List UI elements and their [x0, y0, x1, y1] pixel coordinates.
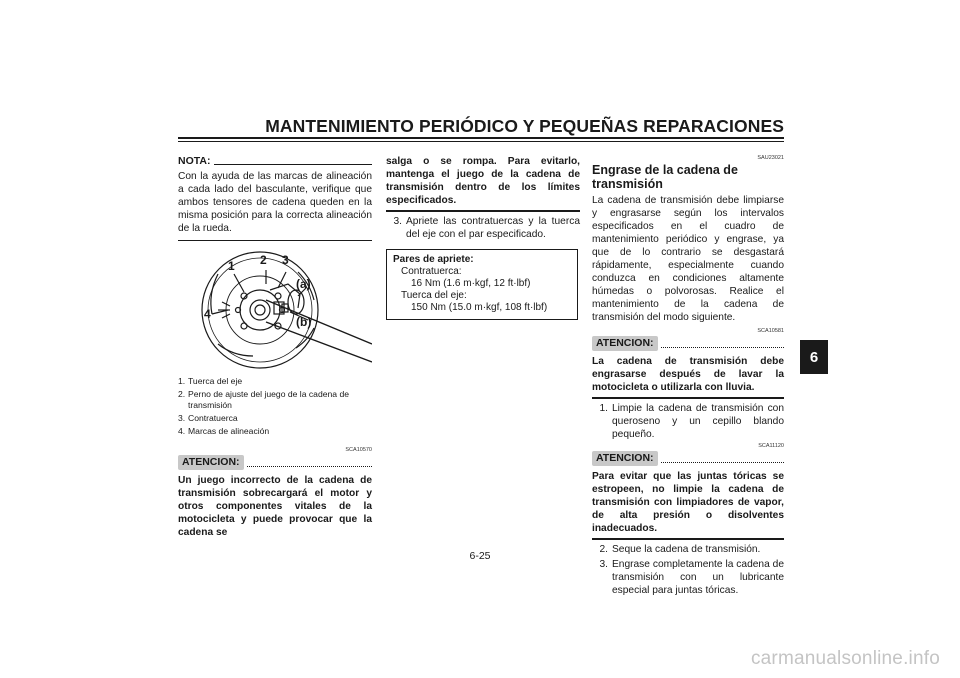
- legend-text: Perno de ajuste del juego de la cadena de transmisión: [188, 389, 350, 410]
- torque-box-title: Pares de apriete:: [393, 254, 474, 265]
- chapter-tab: 6: [800, 340, 828, 374]
- torque-spec-box: [386, 249, 578, 320]
- figure-label-2: 2: [260, 253, 267, 267]
- atencion-line: [661, 462, 784, 463]
- step-text: Apriete las contratuercas y la tuerca del eje con el par especificado.: [406, 216, 580, 240]
- legend-item: [178, 389, 372, 411]
- torque-item-value: 150 Nm (15.0 m·kgf, 108 ft·lbf): [411, 302, 548, 313]
- step-number: 3.: [393, 216, 402, 227]
- legend-num: 2.: [178, 389, 186, 399]
- atencion-end-rule: [592, 397, 784, 399]
- torque-item-value: 16 Nm (1.6 m·kgf, 12 ft·lbf): [411, 278, 531, 289]
- atencion-heading: [592, 451, 784, 466]
- page-number: 6-25: [469, 550, 491, 562]
- atencion-heading: [592, 336, 784, 351]
- nota-line: [214, 164, 372, 165]
- reference-code: SAU23021: [757, 155, 784, 161]
- watermark: carmanualsonline.info: [750, 648, 940, 669]
- page-title: MANTENIMIENTO PERIÓDICO Y PEQUEÑAS REPARACIONES: [265, 116, 784, 136]
- header-rule: [178, 137, 784, 139]
- atencion-end-rule: [592, 538, 784, 540]
- legend-num: 1.: [178, 376, 186, 386]
- figure-label-a: (a): [296, 277, 311, 291]
- torque-item-label: Tuerca del eje:: [401, 290, 467, 301]
- figure-label-3: 3: [282, 253, 289, 267]
- atencion-line: [247, 466, 372, 467]
- step-3: [386, 215, 580, 241]
- legend-text: Marcas de alineación: [188, 426, 270, 436]
- section-title: Engrase de la cadena de transmisión: [592, 163, 738, 191]
- atencion-label: ATENCION:: [592, 451, 658, 466]
- step-text: Limpie la cadena de transmisión con queroseno y un cepillo blando pequeño.: [612, 403, 784, 440]
- legend-item: [178, 376, 372, 387]
- figure-label-4: 4: [204, 307, 211, 321]
- nota-end-rule: [178, 240, 372, 241]
- atencion-label: ATENCION:: [178, 455, 244, 470]
- torque-item-label: Contratuerca:: [401, 266, 462, 277]
- header-rule-thin: [178, 141, 784, 142]
- atencion-line: [661, 347, 784, 348]
- step-number: 1.: [599, 403, 608, 414]
- nota-heading: [178, 155, 372, 168]
- atencion-text-continued: salga o se rompa. Para evitarlo, mantenga el juego de la cadena de transmisión dentro de los límites especificados.: [386, 156, 580, 206]
- nota-label: NOTA:: [178, 155, 211, 167]
- legend-item: [178, 413, 372, 424]
- section-intro: La cadena de transmisión debe limpiarse y engrasarse según los intervalos especificados en el cuadro de mantenimiento periódico y engrase, ya que de lo contrario se desgastará rápidamente, especialmente cuando conduzca en condiciones altamente húmedas o polvorosas. Realice el mantenimiento de la cadena de transmisión del modo siguiente.: [592, 195, 784, 323]
- axle-figure: [178, 244, 372, 374]
- column-right: [592, 155, 784, 597]
- figure-label-b: (b): [296, 315, 312, 329]
- figure-legend: [178, 376, 372, 437]
- legend-text: Tuerca del eje: [188, 376, 243, 386]
- reference-code: SCA10581: [757, 328, 784, 334]
- column-left: [178, 155, 372, 539]
- step-number: 3.: [599, 559, 608, 570]
- step-1: [592, 402, 784, 441]
- atencion-text: Para evitar que las juntas tóricas se estropeen, no limpie la cadena de transmisión con limpiadores de vapor, de alta presión o disolventes inadecuados.: [592, 471, 784, 534]
- atencion-text: Un juego incorrecto de la cadena de transmisión sobrecargará el motor y otros componentes vitales de la motocicleta y puede provocar que la cadena se: [178, 475, 372, 538]
- legend-num: 4.: [178, 426, 186, 436]
- atencion-heading: [178, 455, 372, 470]
- step-number: 2.: [599, 544, 608, 555]
- step-text: Engrase completamente la cadena de transmisión con un lubricante especial para juntas tóricas.: [612, 559, 784, 596]
- reference-code: SCA11120: [758, 443, 784, 449]
- legend-item: [178, 426, 372, 437]
- legend-num: 3.: [178, 413, 186, 423]
- figure-label-1: 1: [228, 259, 235, 273]
- atencion-end-rule: [386, 210, 580, 212]
- reference-code: SCA10570: [345, 447, 372, 453]
- legend-text: Contratuerca: [188, 413, 238, 423]
- nota-text: Con la ayuda de las marcas de alineación a cada lado del basculante, verifique que ambos tensores de cadena queden en la misma posición para la correcta alineación de la rueda.: [178, 171, 372, 234]
- column-middle: [386, 155, 580, 320]
- step-text: Seque la cadena de transmisión.: [612, 544, 761, 555]
- atencion-text: La cadena de transmisión debe engrasarse después de lavar la motocicleta o utilizarla con lluvia.: [592, 356, 784, 393]
- step-3: [592, 558, 784, 597]
- atencion-label: ATENCION:: [592, 336, 658, 351]
